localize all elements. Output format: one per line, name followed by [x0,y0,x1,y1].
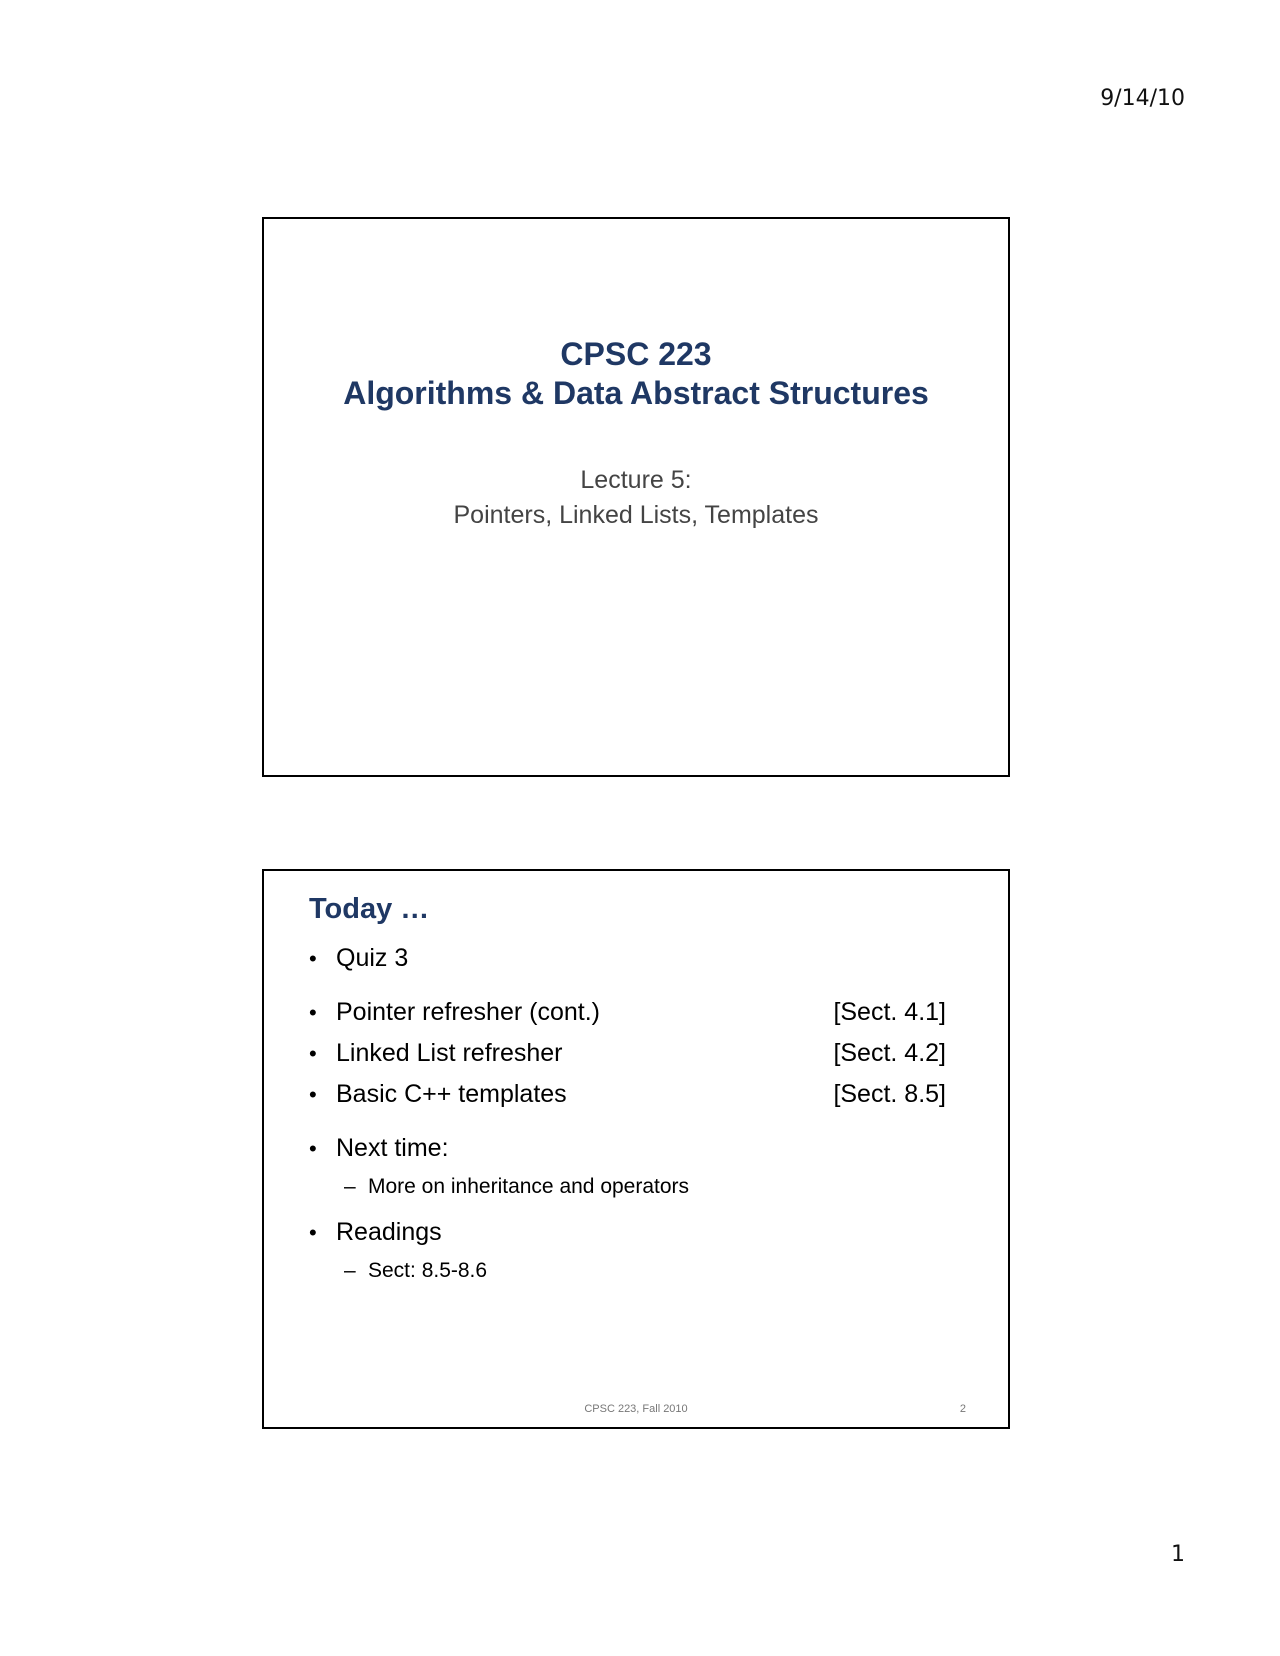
sub-bullet-item [344,1259,487,1283]
lecture-number: Lecture 5: [580,466,692,494]
bullet-item [309,944,946,973]
sub-bullet-marker: – [344,1259,356,1282]
bullet-marker: • [309,1136,317,1161]
bullet-text: Basic C++ templates [336,1080,567,1108]
bullet-marker: • [309,1041,317,1066]
sub-bullet-marker: – [344,1175,356,1198]
bullet-text: Linked List refresher [336,1039,563,1067]
bullet-text: Quiz 3 [336,944,409,972]
slide-2-title: Today … [309,893,430,925]
sub-bullet-item [344,1175,689,1199]
section-reference: [Sect. 4.1] [833,998,946,1026]
slide-1-title [264,335,1008,413]
bullet-text: Next time: [336,1134,449,1162]
bullet-marker: • [309,946,317,971]
lecture-topics: Pointers, Linked Lists, Templates [453,501,819,529]
bullet-item [309,1080,946,1109]
page-number: 1 [1171,1542,1185,1567]
bullet-marker: • [309,1220,317,1245]
bullet-item [309,998,946,1027]
bullet-item [309,1039,946,1068]
section-reference: [Sect. 8.5] [833,1080,946,1108]
bullet-marker: • [309,1082,317,1107]
bullet-text: Readings [336,1218,442,1246]
course-code: CPSC 223 [560,336,712,372]
bullet-item [309,1134,946,1163]
sub-bullet-text: More on inheritance and operators [368,1175,690,1198]
slide-1-subtitle [264,463,1008,533]
page-date: 9/14/10 [1100,86,1185,111]
slide-number: 2 [959,1403,966,1415]
bullet-marker: • [309,1000,317,1025]
bullet-text: Pointer refresher (cont.) [336,998,600,1026]
slide-2 [262,869,1010,1429]
section-reference: [Sect. 4.2] [833,1039,946,1067]
slide-1 [262,217,1010,777]
sub-bullet-text: Sect: 8.5-8.6 [368,1259,488,1282]
slide-footer: CPSC 223, Fall 2010 [584,1403,688,1415]
course-name: Algorithms & Data Abstract Structures [343,375,929,411]
bullet-item [309,1218,946,1247]
